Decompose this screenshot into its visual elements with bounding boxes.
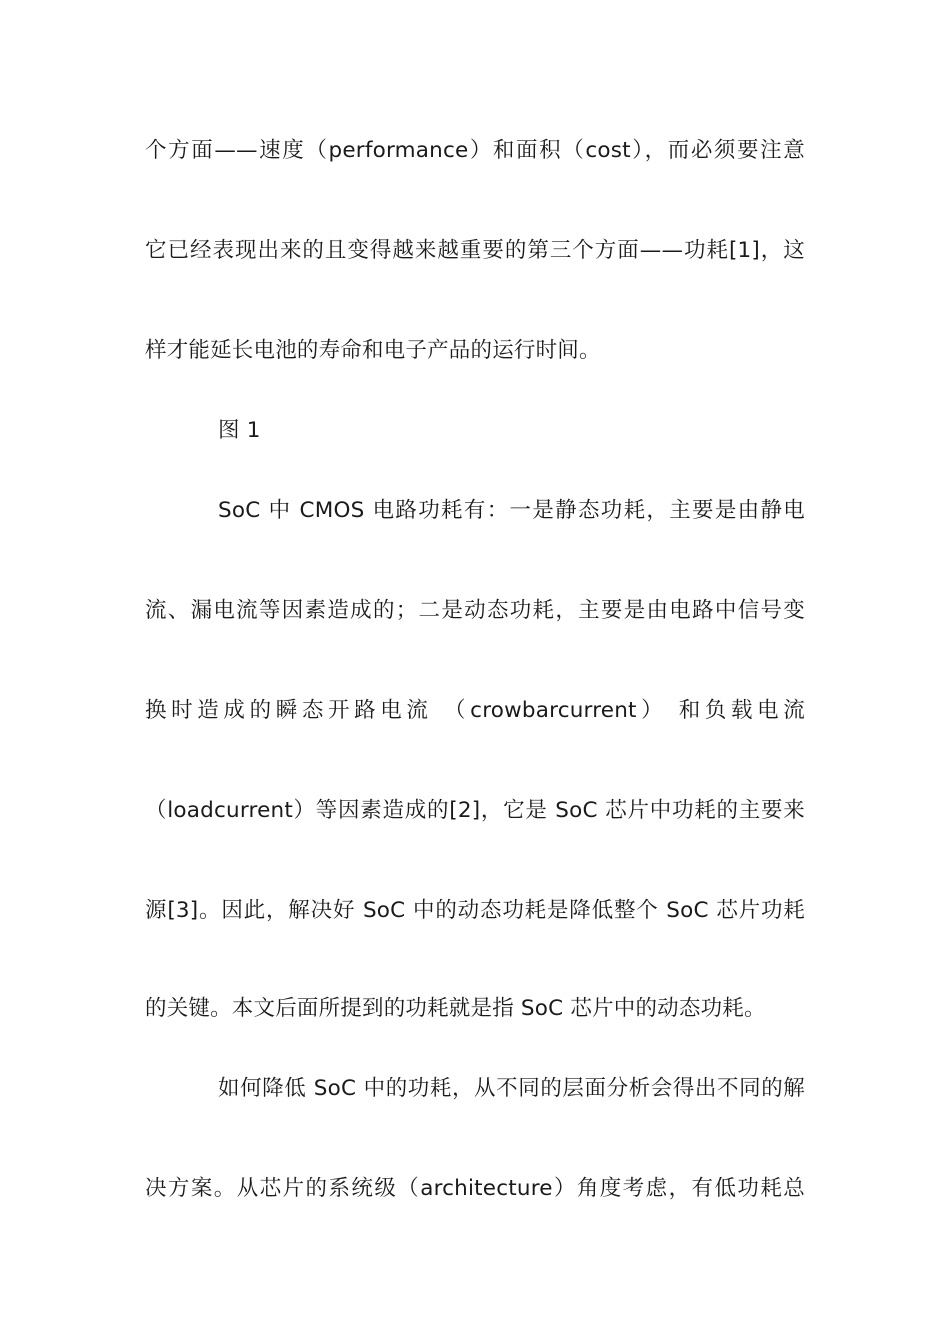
paragraph-2-line-5: 源[3]。因此，解决好 SoC 中的动态功耗是降低整个 SoC 芯片功耗: [145, 898, 805, 923]
paragraph-2-line-2: 流、漏电流等因素造成的；二是动态功耗，主要是由电路中信号变: [145, 598, 805, 623]
paragraph-2-line-6: 的关键。本文后面所提到的功耗就是指 SoC 芯片中的动态功耗。: [145, 996, 766, 1021]
paragraph-2-line-1: SoC 中 CMOS 电路功耗有：一是静态功耗，主要是由静电: [218, 498, 805, 523]
paragraph-2-line-4: （loadcurrent）等因素造成的[2]，它是 SoC 芯片中功耗的主要来: [145, 798, 805, 823]
figure-caption: 图 1: [218, 418, 261, 443]
paragraph-1-line-3: 样才能延长电池的寿命和电子产品的运行时间。: [145, 338, 601, 363]
paragraph-3-line-2: 决方案。从芯片的系统级（architecture）角度考虑，有低功耗总: [145, 1176, 805, 1201]
paragraph-3-line-1: 如何降低 SoC 中的功耗，从不同的层面分析会得出不同的解: [218, 1076, 805, 1101]
paragraph-1-line-1: 个方面——速度（performance）和面积（cost），而必须要注意: [145, 138, 805, 163]
paragraph-1-line-2: 它已经表现出来的且变得越来越重要的第三个方面——功耗[1]，这: [145, 238, 805, 263]
paragraph-2-line-3: 换时造成的瞬态开路电流 （crowbarcurrent） 和负载电流: [145, 698, 805, 723]
